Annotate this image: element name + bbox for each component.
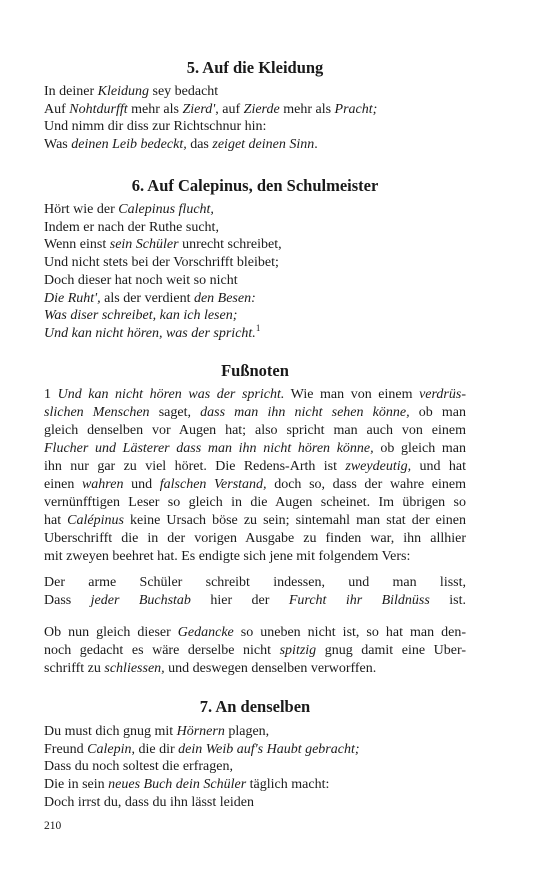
text-line: Dass du noch soltest die erfragen, — [44, 759, 233, 775]
text-line: Hört wie der Calepinus flucht, — [44, 202, 214, 217]
text-line: Und kan nicht hören, was der spricht.$^1$ — [44, 322, 261, 341]
text-line: einen wahren und falschen Verstand, doch so, dass der wahre einem — [44, 477, 466, 492]
text-line: Du must dich gnug mit Hörnern plagen, — [44, 724, 270, 739]
text-line: Was diser schreibet, kan ich lesen; — [44, 308, 238, 324]
text-line: Und nicht stets bei der Vorschrifft bleibet; — [44, 255, 279, 271]
text-line: Doch irrst du, dass du ihn lässt leiden — [44, 794, 254, 810]
poem-5 — [44, 83, 466, 154]
text-line: ihn nur gar zu viel höret. Die Redens-Arth ist zweydeutig, und hat — [44, 459, 466, 474]
text-line: Was deinen Leib bedeckt, das zeiget deinen Sinn. — [44, 137, 318, 153]
text-line: hat Calépinus keine Ursach böse zu sein; sintemahl man stat der einen — [44, 513, 466, 528]
text-line: Flucher und Lästerer dass man ihn nicht hören könne, ob gleich man — [44, 441, 466, 456]
poem-6 — [44, 201, 466, 343]
page-number: 210 — [44, 820, 62, 832]
text-line: Dass jeder Buchstab hier der Furcht ihr Bildnüss ist. — [44, 593, 466, 608]
text-line: Die in sein neues Buch dein Schüler täglich macht: — [44, 777, 330, 793]
footnote-marker: 1 — [255, 322, 261, 333]
text-line: Freund Calepin, die dir dein Weib auf's Haubt gebracht; — [44, 741, 360, 757]
footnote-paragraph-1 — [44, 386, 466, 566]
text-line: Wenn einst sein Schüler unrecht schreibet, — [44, 237, 282, 253]
text-line: Indem er nach der Ruthe sucht, — [44, 219, 219, 235]
poem-7 — [44, 723, 466, 812]
footnote-paragraph-2 — [44, 624, 466, 678]
text-line: noch gedacht es wäre derselbe nicht spitzig gnug damit eine Uber- — [44, 643, 466, 658]
text-line: gleich denselben vor Augen hat; also spricht man auch von einem — [44, 423, 466, 438]
text-line: vernünfftigen Leser so gleich in die Augen scheinet. Im übrigen so — [44, 495, 466, 510]
document-page — [44, 0, 466, 880]
section-title-6: 6. Auf Calepinus, den Schulmeister — [131, 176, 379, 195]
text-line: Die Ruht', als der verdient den Besen: — [44, 290, 256, 306]
text-line: mit zweyen beehret hat. Es endigte sich jene mit folgendem Vers: — [44, 549, 411, 564]
text-line: Der arme Schüler schreibt indessen, und man lisst, — [44, 575, 466, 590]
text-line: In deiner Kleidung sey bedacht — [44, 84, 219, 99]
text-line: slichen Menschen saget, dass man ihn nicht sehen könne, ob man — [44, 405, 466, 420]
text-line: Auf Nohtdurfft mehr als Zierd', auf Zierde mehr als Pracht; — [44, 101, 378, 117]
text-line: schrifft zu schliessen, und deswegen denselben verworffen. — [44, 661, 377, 676]
text-line: Und nimm dir diss zur Richtschnur hin: — [44, 119, 267, 135]
text-line: Uberschrifft die in der vorigen Ausgabe zu finden war, ihn allhier — [44, 531, 466, 546]
footnotes-heading: Fußnoten — [221, 361, 289, 380]
section-title-7: 7. An denselben — [199, 697, 311, 716]
footnote-quote — [44, 574, 466, 610]
text-line: Ob nun gleich dieser Gedancke so uneben nicht ist, so hat man den- — [44, 625, 466, 640]
text-line: 1 Und kan nicht hören was der spricht. Wie man von einem verdrüs- — [44, 387, 466, 402]
text-line: Doch dieser hat noch weit so nicht — [44, 272, 238, 288]
section-title-5: 5. Auf die Kleidung — [186, 58, 324, 77]
